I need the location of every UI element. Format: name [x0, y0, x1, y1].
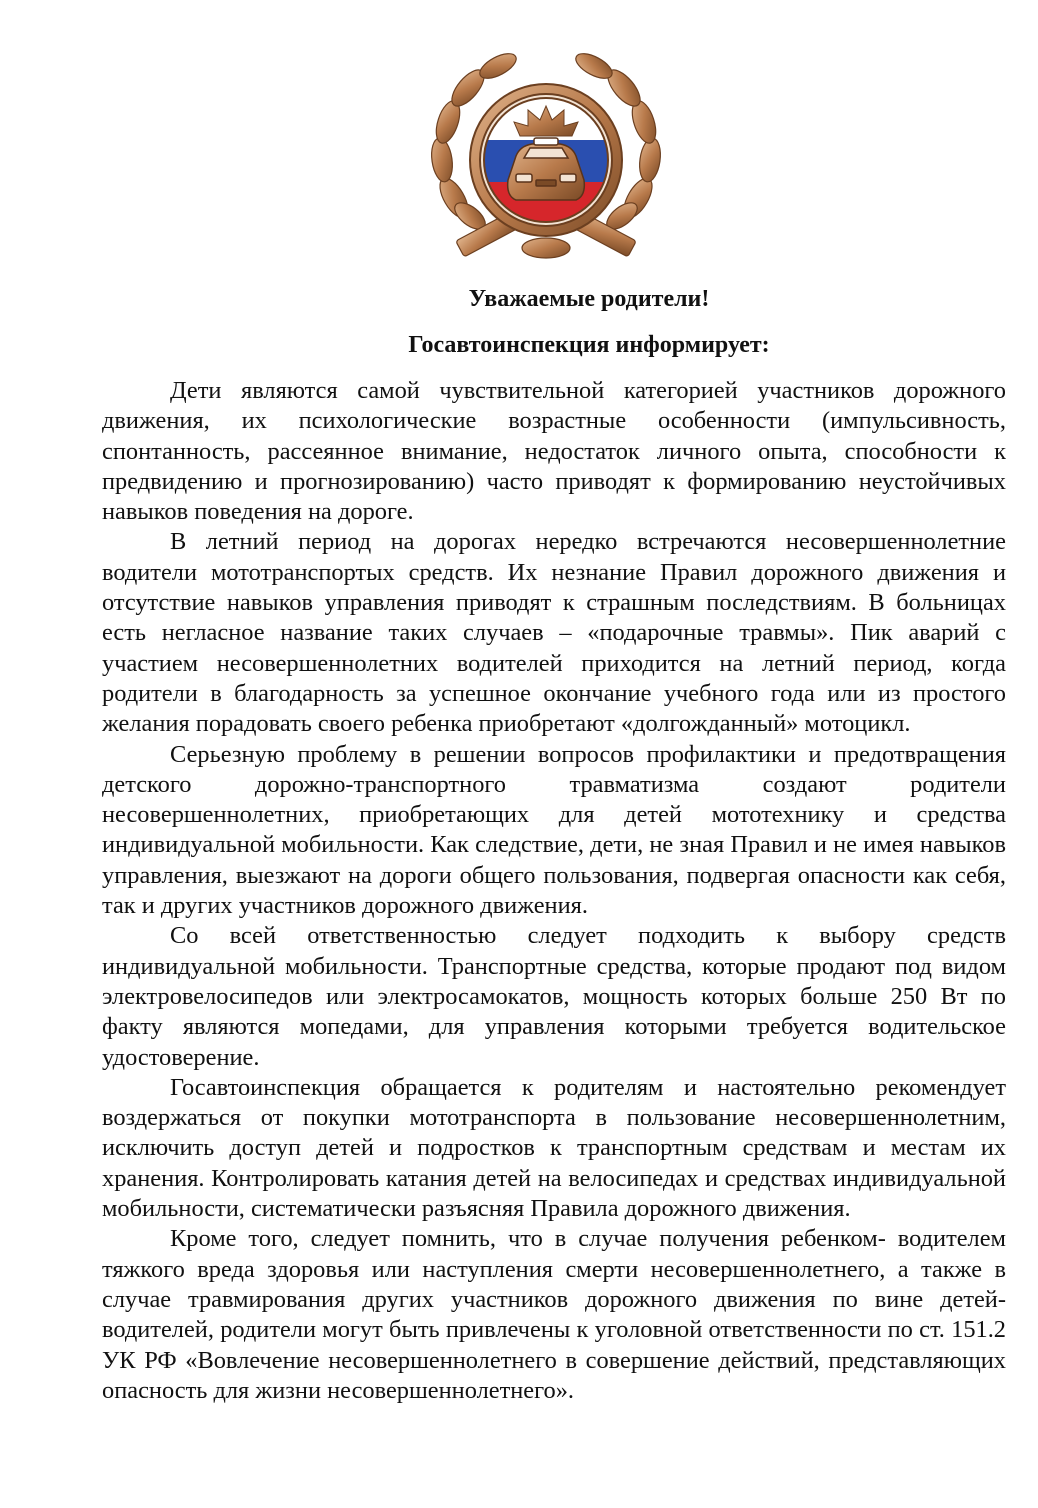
document-body: [102, 376, 1006, 1406]
subtitle-heading: Госавтоинспекция информирует:: [408, 332, 770, 358]
paragraph-5: Госавтоинспекция обращается к родителям и настоятельно рекомендует воздержаться от покупки мототранспорта в пользование несовершеннолетним, исключить доступ детей и подростков к транспортным средствам и местам их хранения. Контролировать катания детей на велосипедах и средствах индивидуальной мобильности, систематически разъясняя Правила дорожного движения.: [102, 1073, 1006, 1223]
greeting-heading: Уважаемые родители!: [468, 286, 710, 312]
paragraph-6: Кроме того, следует помнить, что в случае получения ребенком- водителем тяжкого вреда здоровья или наступления смерти несовершеннолетнего, а также в случае травмирования других участников дорожного движения по вине детей-водителей, родители могут быть привлечены к уголовной ответственности по ст. 151.2 УК РФ «Вовлечение несовершеннолетнего в совершение действий, представляющих опасность для жизни несовершеннолетнего».: [102, 1225, 1006, 1404]
paragraph-2: В летний период на дорогах нередко встречаются несовершеннолетние водители мототранспортых средств. Их незнание Правил дорожного движения и отсутствие навыков управления приводят к страшным последствиям. В больницах есть негласное название таких случаев – «подарочные травмы». Пик аварий с участием несовершеннолетних водителей приходится на летний период, когда родители в благодарность за успешное окончание учебного года или из простого желания порадовать своего ребенка приобретают «долгожданный» мотоцикл.: [102, 528, 1006, 738]
emblem-graphic: [420, 48, 672, 270]
paragraph-4: Со всей ответственностью следует подходить к выбору средств индивидуальной мобильности. Транспортные средства, которые продают под видом электровелосипедов или электросамокатов, мощность которых больше 250 Вт по факту являются мопедами, для управления которыми требуется водительское удостоверение.: [102, 922, 1006, 1071]
gibdd-emblem-icon: [420, 48, 672, 270]
paragraph-3: Серьезную проблему в решении вопросов профилактики и предотвращения детского дорожно-транспортного травматизма создают родители несовершеннолетних, приобретающих для детей мототехнику и средства индивидуальной мобильности. Как следствие, дети, не зная Правил и не имея навыков управления, выезжают на дороги общего пользования, подвергая опасности как себя, так и других участников дорожного движения.: [102, 740, 1006, 920]
paragraph-1: Дети являются самой чувствительной категорией участников дорожного движения, их психологические возрастные особенности (импульсивность, спонтанность, рассеянное внимание, недостаток личного опыта, способности к предвидению и прогнозированию) часто приводят к формированию неустойчивых навыков поведения на дороге.: [102, 377, 1006, 526]
